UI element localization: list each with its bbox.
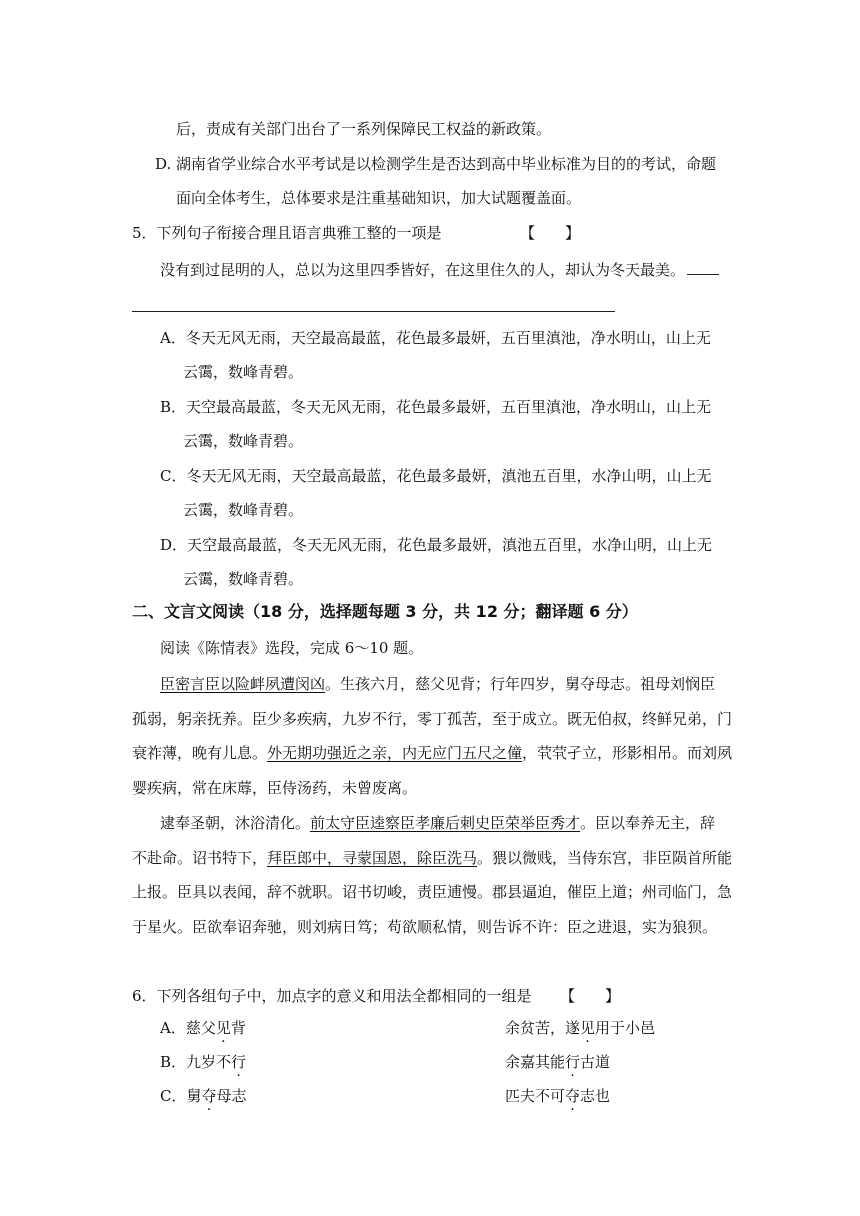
sentence-right-head: 余嘉其能	[505, 1053, 566, 1071]
q5-stem	[132, 223, 442, 243]
q6-answer-bracket: 【 】	[560, 987, 621, 1005]
passage-text: ，茕茕孑立，形影相吊。而刘夙	[522, 744, 733, 762]
q6-stem: 6．下列各组句子中，加点字的意义和用法全都相同的一组是	[132, 987, 532, 1005]
option-label: A．	[160, 1019, 186, 1037]
q5-answer-bracket: 【 】	[520, 224, 581, 242]
q5-option-c-line2: 云霭，数峰青碧。	[183, 501, 304, 519]
option-label: B．	[160, 1053, 187, 1071]
underlined-phrase: 臣密言臣以险衅夙遭闵凶	[160, 675, 326, 693]
passage-p1-line3	[132, 743, 732, 763]
q5-option-d-line1: D．天空最高最蓝，冬天无风无雨，花色最多最妍，滇池五百里，水净山明，山上无	[160, 536, 713, 554]
passage-p2-line4: 于星火。臣欲奉诏奔驰，则刘病日笃；苟欲顺私情，则告诉不许：臣之进退，实为狼狈。	[132, 918, 718, 936]
underlined-phrase: 外无期功强近之亲，内无应门五尺之僮	[267, 744, 523, 762]
sentence-right-tail: 用于小邑	[595, 1019, 656, 1037]
passage-text: 。猥以微贱，当侍东宫，非臣陨首所能	[477, 849, 733, 867]
sentence-left: 舅	[186, 1087, 202, 1105]
q6-option-a	[160, 1018, 760, 1038]
passage-text: 。生孩六月，慈父见背；行年四岁，舅夺母志。祖母刘悯臣	[325, 675, 716, 693]
sentence-right-tail: 志也	[580, 1087, 611, 1105]
passage-p2-line1	[160, 813, 715, 833]
sentence-left-tail: 背	[230, 1019, 246, 1037]
dotted-character: 行	[231, 1053, 247, 1071]
q6-option-b	[160, 1052, 760, 1072]
dotted-character: 夺	[201, 1087, 217, 1105]
sentence-left: 慈父	[185, 1019, 216, 1037]
q5-option-b-line1: B．天空最高最蓝，冬天无风无雨，花色最多最妍，五百里滇池，净水明山，山上无	[160, 398, 712, 416]
q5-answer-rule	[132, 311, 615, 312]
passage-text: 衰祚薄，晚有儿息。	[132, 744, 268, 762]
q5-option-a-line1: A．冬天无风无雨，天空最高最蓝，花色最多最妍，五百里滇池，净水明山，山上无	[160, 329, 711, 347]
passage-p1-line2: 孤弱，躬亲抚养。臣少多疾病，九岁不行，零丁孤苦，至于成立。既无伯叔，终鲜兄弟，门	[132, 710, 733, 728]
sentence-left: 九岁不	[186, 1053, 232, 1071]
q5-option-c-line1: C．冬天无风无雨，天空最高最蓝，花色最多最妍，滇池五百里，水净山明，山上无	[160, 467, 712, 485]
passage-p1-line4: 婴疾病，常在床蓐，臣侍汤药，未曾废离。	[132, 779, 418, 797]
q5-context-text: 没有到过昆明的人，总以为这里四季皆好，在这里住久的人，却认为冬天最美。	[160, 261, 686, 279]
sentence-right	[505, 1052, 610, 1072]
dotted-character: 夺	[565, 1087, 581, 1105]
q5-blank-line	[687, 260, 719, 275]
passage-text: 。臣以奉养无主，辞	[580, 814, 716, 832]
q4-option-d-line2: 面向全体考生，总体要求是注重基础知识，加大试题覆盖面。	[176, 189, 582, 207]
q6-option-c	[160, 1086, 760, 1106]
q5-option-a-line2: 云霭，数峰青碧。	[183, 363, 304, 381]
dotted-character: 行	[565, 1053, 581, 1071]
section-heading: 二、文言文阅读（18 分，选择题每题 3 分，共 12 分；翻译题 6 分）	[132, 602, 638, 621]
sentence-right-head: 匹夫不可	[505, 1087, 566, 1105]
q5-context	[160, 260, 719, 280]
q4-option-d-line1: D. 湖南省学业综合水平考试是以检测学生是否达到高中毕业标准为目的的考试，命题	[155, 155, 717, 173]
q5-option-d-line2: 云霭，数峰青碧。	[183, 570, 304, 588]
section-intro: 阅读《陈情表》选段，完成 6～10 题。	[160, 639, 424, 657]
q4-option-c-tail: 后，责成有关部门出台了一系列保障民工权益的新政策。	[176, 120, 552, 138]
passage-text: 逮奉圣朝，沐浴清化。	[160, 814, 311, 832]
sentence-left-tail: 母志	[216, 1087, 247, 1105]
sentence-right-tail: 古道	[580, 1053, 611, 1071]
passage-p2-line2	[132, 848, 732, 868]
sentence-right	[505, 1086, 610, 1106]
underlined-phrase: 拜臣郎中，寻蒙国恩，除臣洗马	[267, 849, 478, 867]
passage-p1-line1	[160, 674, 715, 694]
sentence-right-head: 余贫苦，遂	[505, 1019, 581, 1037]
option-label: C．	[160, 1087, 187, 1105]
q5-option-b-line2: 云霭，数峰青碧。	[183, 432, 304, 450]
passage-p2-line3: 上报。臣具以表闻，辞不就职。诏书切峻，责臣逋慢。郡县逼迫，催臣上道；州司临门，急	[132, 883, 733, 901]
q5-stem-text: 5．下列句子衔接合理且语言典雅工整的一项是	[132, 224, 442, 242]
dotted-character: 见	[580, 1019, 596, 1037]
passage-text: 不赴命。诏书特下，	[132, 849, 268, 867]
underlined-phrase: 前太守臣逵察臣孝廉后刺史臣荣举臣秀才	[310, 814, 581, 832]
sentence-right	[505, 1018, 655, 1038]
dotted-character: 见	[215, 1019, 231, 1037]
